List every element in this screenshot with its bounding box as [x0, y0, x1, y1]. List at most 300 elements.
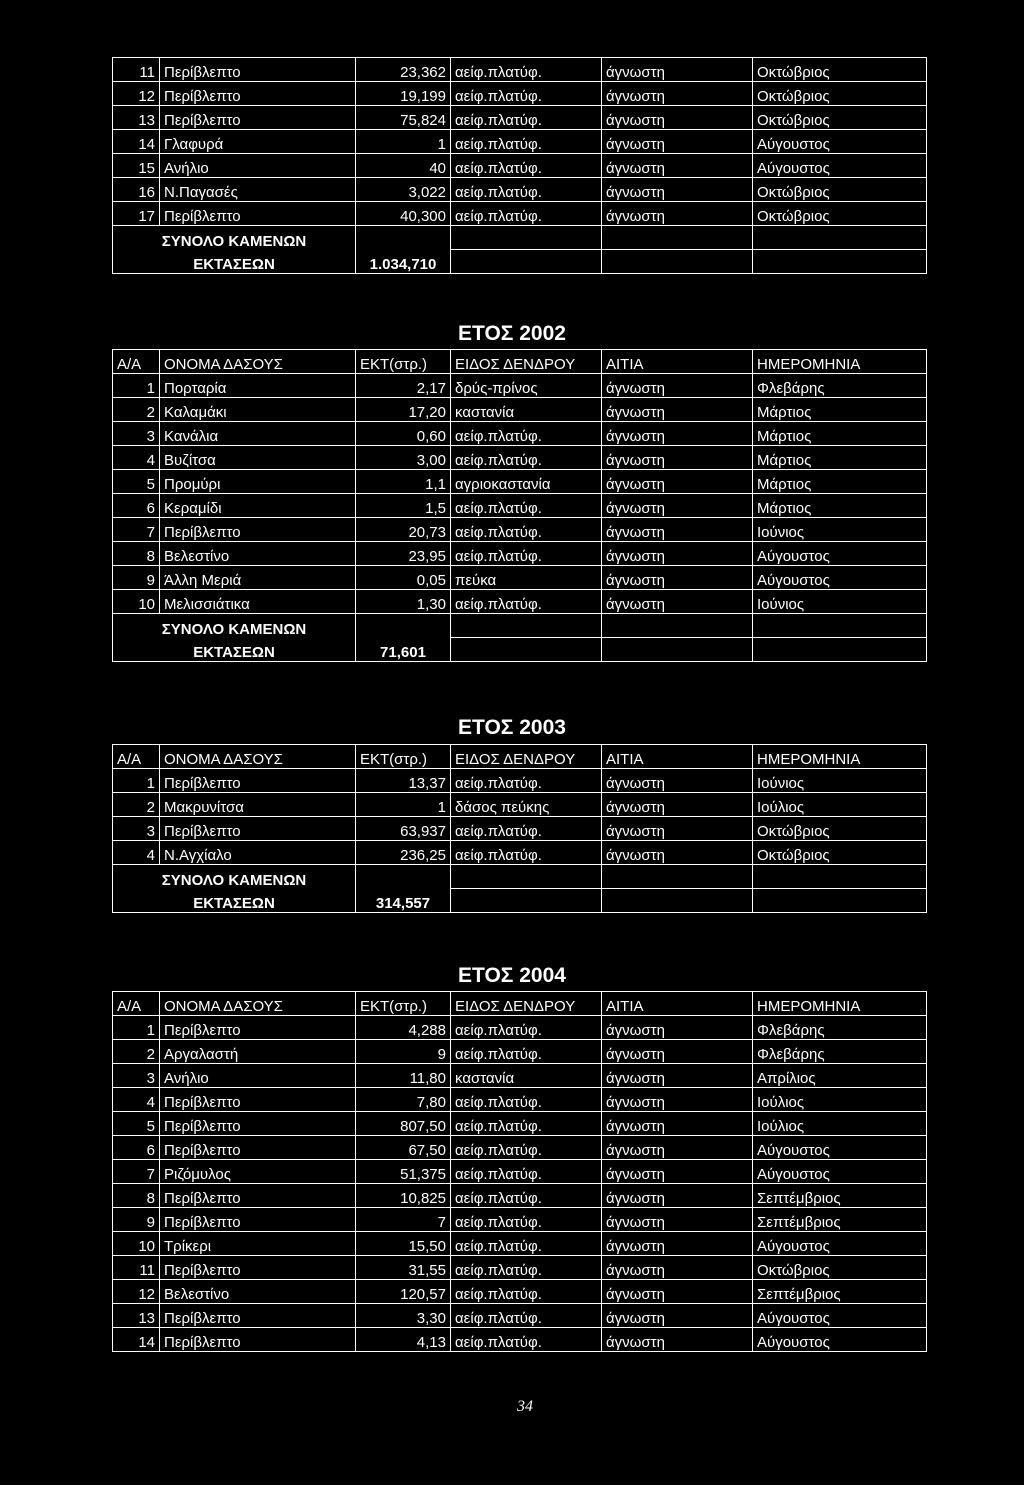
- month: Σεπτέμβριος: [753, 1208, 927, 1232]
- tree-type: αείφ.πλατύφ.: [451, 1208, 602, 1232]
- area-value: 1: [356, 130, 451, 154]
- tree-type: αείφ.πλατύφ.: [451, 841, 602, 865]
- forest-name: Βελεστίνο: [160, 542, 356, 566]
- column-header: ΗΜΕΡΟΜΗΝΙΑ: [753, 350, 927, 374]
- area-value: 13,37: [356, 769, 451, 793]
- table-row: [113, 106, 927, 130]
- empty-cell: [753, 226, 927, 250]
- area-value: 40: [356, 154, 451, 178]
- cause: άγνωστη: [602, 202, 753, 226]
- cause: άγνωστη: [602, 1208, 753, 1232]
- tree-type: αείφ.πλατύφ.: [451, 178, 602, 202]
- cause: άγνωστη: [602, 542, 753, 566]
- table-row: [113, 202, 927, 226]
- row-number: 8: [113, 1184, 160, 1208]
- table-row: [113, 1232, 927, 1256]
- tree-type: αείφ.πλατύφ.: [451, 422, 602, 446]
- area-value: 4,13: [356, 1328, 451, 1352]
- empty-cell: [602, 889, 753, 913]
- column-header: Α/Α: [113, 350, 160, 374]
- table-row: [113, 494, 927, 518]
- empty-cell: [753, 614, 927, 638]
- row-number: 7: [113, 1160, 160, 1184]
- table-row: [113, 1064, 927, 1088]
- forest-name: Μελισσιάτικα: [160, 590, 356, 614]
- column-header: ΑΙΤΙΑ: [602, 745, 753, 769]
- row-number: 9: [113, 566, 160, 590]
- tree-type: αείφ.πλατύφ.: [451, 1304, 602, 1328]
- forest-name: Περίβλεπτο: [160, 1208, 356, 1232]
- row-number: 4: [113, 446, 160, 470]
- row-number: 4: [113, 841, 160, 865]
- tree-type: αείφ.πλατύφ.: [451, 494, 602, 518]
- forest-name: Περίβλεπτο: [160, 1112, 356, 1136]
- row-number: 6: [113, 1136, 160, 1160]
- tree-type: αείφ.πλατύφ.: [451, 542, 602, 566]
- tree-type: αείφ.πλατύφ.: [451, 82, 602, 106]
- forest-name: Προμύρι: [160, 470, 356, 494]
- month: Οκτώβριος: [753, 817, 927, 841]
- table-row: [113, 1304, 927, 1328]
- total-row: [113, 614, 927, 638]
- month: Φλεβάρης: [753, 1016, 927, 1040]
- table-row: [113, 590, 927, 614]
- table-row: [113, 1040, 927, 1064]
- forest-name: Περίβλεπτο: [160, 202, 356, 226]
- empty-cell: [451, 638, 602, 662]
- month: Ιούνιος: [753, 769, 927, 793]
- row-number: 14: [113, 1328, 160, 1352]
- forest-name: Περίβλεπτο: [160, 1136, 356, 1160]
- forest-name: Βυζίτσα: [160, 446, 356, 470]
- tree-type: πεύκα: [451, 566, 602, 590]
- month: Αύγουστος: [753, 130, 927, 154]
- row-number: 9: [113, 1208, 160, 1232]
- month: Οκτώβριος: [753, 841, 927, 865]
- tree-type: αείφ.πλατύφ.: [451, 1088, 602, 1112]
- tree-type: δάσος πεύκης: [451, 793, 602, 817]
- table-row: [113, 518, 927, 542]
- cause: άγνωστη: [602, 1136, 753, 1160]
- total-label-line2: ΕΚΤΑΣΕΩΝ: [113, 638, 356, 662]
- row-number: 16: [113, 178, 160, 202]
- month: Οκτώβριος: [753, 202, 927, 226]
- row-number: 13: [113, 106, 160, 130]
- row-number: 11: [113, 1256, 160, 1280]
- month: Ιούλιος: [753, 793, 927, 817]
- column-header: Α/Α: [113, 992, 160, 1016]
- total-label-line1: ΣΥΝΟΛΟ ΚΑΜΕΝΩΝ: [113, 865, 356, 889]
- tree-type: αείφ.πλατύφ.: [451, 130, 602, 154]
- table-row: [113, 446, 927, 470]
- column-header: ΕΚΤ(στρ.): [356, 745, 451, 769]
- area-value: 9: [356, 1040, 451, 1064]
- row-number: 2: [113, 1040, 160, 1064]
- forest-name: Περίβλεπτο: [160, 1304, 356, 1328]
- area-value: 4,288: [356, 1016, 451, 1040]
- tree-type: αείφ.πλατύφ.: [451, 769, 602, 793]
- area-value: 75,824: [356, 106, 451, 130]
- area-value: 7: [356, 1208, 451, 1232]
- total-value-cell: [356, 614, 451, 638]
- empty-cell: [602, 638, 753, 662]
- table-row: [113, 422, 927, 446]
- forest-name: Περίβλεπτο: [160, 1328, 356, 1352]
- forest-name: Περίβλεπτο: [160, 1088, 356, 1112]
- cause: άγνωστη: [602, 1328, 753, 1352]
- tree-type: αείφ.πλατύφ.: [451, 1232, 602, 1256]
- cause: άγνωστη: [602, 1040, 753, 1064]
- month: Αύγουστος: [753, 1304, 927, 1328]
- forest-name: Καλαμάκι: [160, 398, 356, 422]
- empty-cell: [602, 614, 753, 638]
- forest-name: Κεραμίδι: [160, 494, 356, 518]
- total-row: [113, 865, 927, 889]
- tree-type: αείφ.πλατύφ.: [451, 202, 602, 226]
- cause: άγνωστη: [602, 590, 753, 614]
- row-number: 12: [113, 82, 160, 106]
- row-number: 6: [113, 494, 160, 518]
- month: Αύγουστος: [753, 1232, 927, 1256]
- month: Οκτώβριος: [753, 106, 927, 130]
- tree-type: αείφ.πλατύφ.: [451, 1136, 602, 1160]
- tree-type: αείφ.πλατύφ.: [451, 446, 602, 470]
- row-number: 7: [113, 518, 160, 542]
- cause: άγνωστη: [602, 154, 753, 178]
- forest-name: Κανάλια: [160, 422, 356, 446]
- tree-type: αείφ.πλατύφ.: [451, 1184, 602, 1208]
- fire-table: [112, 349, 927, 662]
- cause: άγνωστη: [602, 422, 753, 446]
- empty-cell: [451, 889, 602, 913]
- total-label-line2: ΕΚΤΑΣΕΩΝ: [113, 889, 356, 913]
- cause: άγνωστη: [602, 841, 753, 865]
- cause: άγνωστη: [602, 817, 753, 841]
- area-value: 40,300: [356, 202, 451, 226]
- cause: άγνωστη: [602, 1232, 753, 1256]
- tree-type: αείφ.πλατύφ.: [451, 817, 602, 841]
- row-number: 3: [113, 817, 160, 841]
- table-row: [113, 841, 927, 865]
- tree-type: αείφ.πλατύφ.: [451, 154, 602, 178]
- tree-type: αείφ.πλατύφ.: [451, 590, 602, 614]
- cause: άγνωστη: [602, 1256, 753, 1280]
- tree-type: αείφ.πλατύφ.: [451, 1112, 602, 1136]
- forest-name: Περίβλεπτο: [160, 82, 356, 106]
- month: Απρίλιος: [753, 1064, 927, 1088]
- area-value: 10,825: [356, 1184, 451, 1208]
- table-row: [113, 374, 927, 398]
- column-header: ΕΙΔΟΣ ΔΕΝΔΡΟΥ: [451, 350, 602, 374]
- table-row: [113, 566, 927, 590]
- empty-cell: [451, 614, 602, 638]
- cause: άγνωστη: [602, 178, 753, 202]
- tree-type: αείφ.πλατύφ.: [451, 58, 602, 82]
- table-row: [113, 178, 927, 202]
- table-row: [113, 1184, 927, 1208]
- month: Φλεβάρης: [753, 374, 927, 398]
- area-value: 63,937: [356, 817, 451, 841]
- column-header: ΑΙΤΙΑ: [602, 992, 753, 1016]
- total-row: [113, 250, 927, 274]
- forest-name: Περίβλεπτο: [160, 769, 356, 793]
- area-value: 807,50: [356, 1112, 451, 1136]
- total-value: 71,601: [356, 638, 451, 662]
- forest-name: Ριζόμυλος: [160, 1160, 356, 1184]
- cause: άγνωστη: [602, 793, 753, 817]
- forest-name: Περίβλεπτο: [160, 58, 356, 82]
- cause: άγνωστη: [602, 446, 753, 470]
- month: Ιούνιος: [753, 590, 927, 614]
- row-number: 13: [113, 1304, 160, 1328]
- tree-type: αείφ.πλατύφ.: [451, 106, 602, 130]
- row-number: 15: [113, 154, 160, 178]
- column-header: ΕΙΔΟΣ ΔΕΝΔΡΟΥ: [451, 745, 602, 769]
- column-header: ΕΚΤ(στρ.): [356, 992, 451, 1016]
- area-value: 120,57: [356, 1280, 451, 1304]
- area-value: 23,95: [356, 542, 451, 566]
- table-row: [113, 398, 927, 422]
- total-label-line1: ΣΥΝΟΛΟ ΚΑΜΕΝΩΝ: [113, 614, 356, 638]
- month: Οκτώβριος: [753, 82, 927, 106]
- table-row: [113, 82, 927, 106]
- tree-type: αείφ.πλατύφ.: [451, 1016, 602, 1040]
- month: Αύγουστος: [753, 566, 927, 590]
- cause: άγνωστη: [602, 1184, 753, 1208]
- cause: άγνωστη: [602, 1064, 753, 1088]
- cause: άγνωστη: [602, 58, 753, 82]
- section-title: ΕΤΟΣ 2003: [458, 716, 566, 739]
- row-number: 3: [113, 1064, 160, 1088]
- total-value: 1.034,710: [356, 250, 451, 274]
- fire-table: [112, 57, 927, 274]
- cause: άγνωστη: [602, 1304, 753, 1328]
- month: Ιούλιος: [753, 1112, 927, 1136]
- tree-type: δρύς-πρίνος: [451, 374, 602, 398]
- total-label-line1: ΣΥΝΟΛΟ ΚΑΜΕΝΩΝ: [113, 226, 356, 250]
- row-number: 2: [113, 793, 160, 817]
- cause: άγνωστη: [602, 1112, 753, 1136]
- table-row: [113, 793, 927, 817]
- forest-name: Άλλη Μεριά: [160, 566, 356, 590]
- month: Φλεβάρης: [753, 1040, 927, 1064]
- table-row: [113, 817, 927, 841]
- column-header: ΟΝΟΜΑ ΔΑΣΟΥΣ: [160, 992, 356, 1016]
- column-header: ΟΝΟΜΑ ΔΑΣΟΥΣ: [160, 350, 356, 374]
- column-header: ΟΝΟΜΑ ΔΑΣΟΥΣ: [160, 745, 356, 769]
- month: Μάρτιος: [753, 398, 927, 422]
- month: Σεπτέμβριος: [753, 1184, 927, 1208]
- forest-name: Ν.Αγχίαλο: [160, 841, 356, 865]
- forest-name: Τρίκερι: [160, 1232, 356, 1256]
- column-header: ΗΜΕΡΟΜΗΝΙΑ: [753, 745, 927, 769]
- forest-name: Περίβλεπτο: [160, 1016, 356, 1040]
- empty-cell: [602, 226, 753, 250]
- cause: άγνωστη: [602, 769, 753, 793]
- header-row: [113, 745, 927, 769]
- cause: άγνωστη: [602, 1088, 753, 1112]
- area-value: 7,80: [356, 1088, 451, 1112]
- forest-name: Βελεστίνο: [160, 1280, 356, 1304]
- section-title: ΕΤΟΣ 2002: [458, 322, 566, 345]
- tree-type: αείφ.πλατύφ.: [451, 1328, 602, 1352]
- row-number: 3: [113, 422, 160, 446]
- table-row: [113, 130, 927, 154]
- row-number: 8: [113, 542, 160, 566]
- tree-type: καστανία: [451, 1064, 602, 1088]
- cause: άγνωστη: [602, 82, 753, 106]
- area-value: 3,00: [356, 446, 451, 470]
- tree-type: καστανία: [451, 398, 602, 422]
- row-number: 14: [113, 130, 160, 154]
- total-label-line2: ΕΚΤΑΣΕΩΝ: [113, 250, 356, 274]
- row-number: 11: [113, 58, 160, 82]
- area-value: 15,50: [356, 1232, 451, 1256]
- month: Σεπτέμβριος: [753, 1280, 927, 1304]
- fire-table: [112, 744, 927, 913]
- row-number: 12: [113, 1280, 160, 1304]
- tree-type: αγριοκαστανία: [451, 470, 602, 494]
- area-value: 11,80: [356, 1064, 451, 1088]
- cause: άγνωστη: [602, 398, 753, 422]
- row-number: 10: [113, 590, 160, 614]
- total-row: [113, 226, 927, 250]
- month: Αύγουστος: [753, 1328, 927, 1352]
- column-header: ΑΙΤΙΑ: [602, 350, 753, 374]
- area-value: 1,5: [356, 494, 451, 518]
- forest-name: Γλαφυρά: [160, 130, 356, 154]
- table-row: [113, 1088, 927, 1112]
- row-number: 10: [113, 1232, 160, 1256]
- forest-name: Ανήλιο: [160, 1064, 356, 1088]
- forest-name: Περίβλεπτο: [160, 1256, 356, 1280]
- forest-name: Ανήλιο: [160, 154, 356, 178]
- month: Αύγουστος: [753, 1136, 927, 1160]
- forest-name: Περίβλεπτο: [160, 106, 356, 130]
- row-number: 5: [113, 470, 160, 494]
- total-row: [113, 889, 927, 913]
- row-number: 5: [113, 1112, 160, 1136]
- row-number: 1: [113, 374, 160, 398]
- empty-cell: [451, 865, 602, 889]
- total-value-cell: [356, 865, 451, 889]
- area-value: 1,30: [356, 590, 451, 614]
- month: Αύγουστος: [753, 154, 927, 178]
- row-number: 4: [113, 1088, 160, 1112]
- column-header: ΕΙΔΟΣ ΔΕΝΔΡΟΥ: [451, 992, 602, 1016]
- tree-type: αείφ.πλατύφ.: [451, 1256, 602, 1280]
- area-value: 23,362: [356, 58, 451, 82]
- area-value: 2,17: [356, 374, 451, 398]
- table-row: [113, 1256, 927, 1280]
- table-row: [113, 542, 927, 566]
- total-value-cell: [356, 226, 451, 250]
- cause: άγνωστη: [602, 1280, 753, 1304]
- month: Μάρτιος: [753, 422, 927, 446]
- month: Ιούλιος: [753, 1088, 927, 1112]
- cause: άγνωστη: [602, 106, 753, 130]
- table-row: [113, 1280, 927, 1304]
- empty-cell: [753, 865, 927, 889]
- area-value: 20,73: [356, 518, 451, 542]
- column-header: ΗΜΕΡΟΜΗΝΙΑ: [753, 992, 927, 1016]
- cause: άγνωστη: [602, 518, 753, 542]
- cause: άγνωστη: [602, 470, 753, 494]
- area-value: 19,199: [356, 82, 451, 106]
- row-number: 1: [113, 769, 160, 793]
- area-value: 67,50: [356, 1136, 451, 1160]
- cause: άγνωστη: [602, 130, 753, 154]
- month: Μάρτιος: [753, 470, 927, 494]
- table-row: [113, 1136, 927, 1160]
- area-value: 31,55: [356, 1256, 451, 1280]
- area-value: 51,375: [356, 1160, 451, 1184]
- month: Αύγουστος: [753, 542, 927, 566]
- tree-type: αείφ.πλατύφ.: [451, 1040, 602, 1064]
- empty-cell: [753, 889, 927, 913]
- forest-name: Περίβλεπτο: [160, 817, 356, 841]
- forest-name: Αργαλαστή: [160, 1040, 356, 1064]
- table-row: [113, 1208, 927, 1232]
- cause: άγνωστη: [602, 494, 753, 518]
- tree-type: αείφ.πλατύφ.: [451, 518, 602, 542]
- area-value: 3,022: [356, 178, 451, 202]
- header-row: [113, 350, 927, 374]
- fire-table: [112, 991, 927, 1352]
- month: Μάρτιος: [753, 446, 927, 470]
- empty-cell: [602, 250, 753, 274]
- forest-name: Περίβλεπτο: [160, 518, 356, 542]
- forest-name: Μακρυνίτσα: [160, 793, 356, 817]
- empty-cell: [753, 250, 927, 274]
- cause: άγνωστη: [602, 1160, 753, 1184]
- forest-name: Ν.Παγασές: [160, 178, 356, 202]
- month: Μάρτιος: [753, 494, 927, 518]
- column-header: ΕΚΤ(στρ.): [356, 350, 451, 374]
- total-row: [113, 638, 927, 662]
- table-row: [113, 58, 927, 82]
- empty-cell: [451, 250, 602, 274]
- table-row: [113, 1112, 927, 1136]
- table-row: [113, 1160, 927, 1184]
- table-row: [113, 154, 927, 178]
- area-value: 236,25: [356, 841, 451, 865]
- table-row: [113, 1328, 927, 1352]
- month: Αύγουστος: [753, 1160, 927, 1184]
- tree-type: αείφ.πλατύφ.: [451, 1160, 602, 1184]
- forest-name: Πορταρία: [160, 374, 356, 398]
- cause: άγνωστη: [602, 1016, 753, 1040]
- row-number: 2: [113, 398, 160, 422]
- row-number: 17: [113, 202, 160, 226]
- column-header: Α/Α: [113, 745, 160, 769]
- section-title: ΕΤΟΣ 2004: [458, 964, 566, 987]
- row-number: 1: [113, 1016, 160, 1040]
- empty-cell: [602, 865, 753, 889]
- area-value: 0,60: [356, 422, 451, 446]
- cause: άγνωστη: [602, 374, 753, 398]
- month: Οκτώβριος: [753, 58, 927, 82]
- month: Ιούνιος: [753, 518, 927, 542]
- table-row: [113, 470, 927, 494]
- area-value: 0,05: [356, 566, 451, 590]
- area-value: 1,1: [356, 470, 451, 494]
- tree-type: αείφ.πλατύφ.: [451, 1280, 602, 1304]
- month: Οκτώβριος: [753, 178, 927, 202]
- empty-cell: [753, 638, 927, 662]
- cause: άγνωστη: [602, 566, 753, 590]
- area-value: 1: [356, 793, 451, 817]
